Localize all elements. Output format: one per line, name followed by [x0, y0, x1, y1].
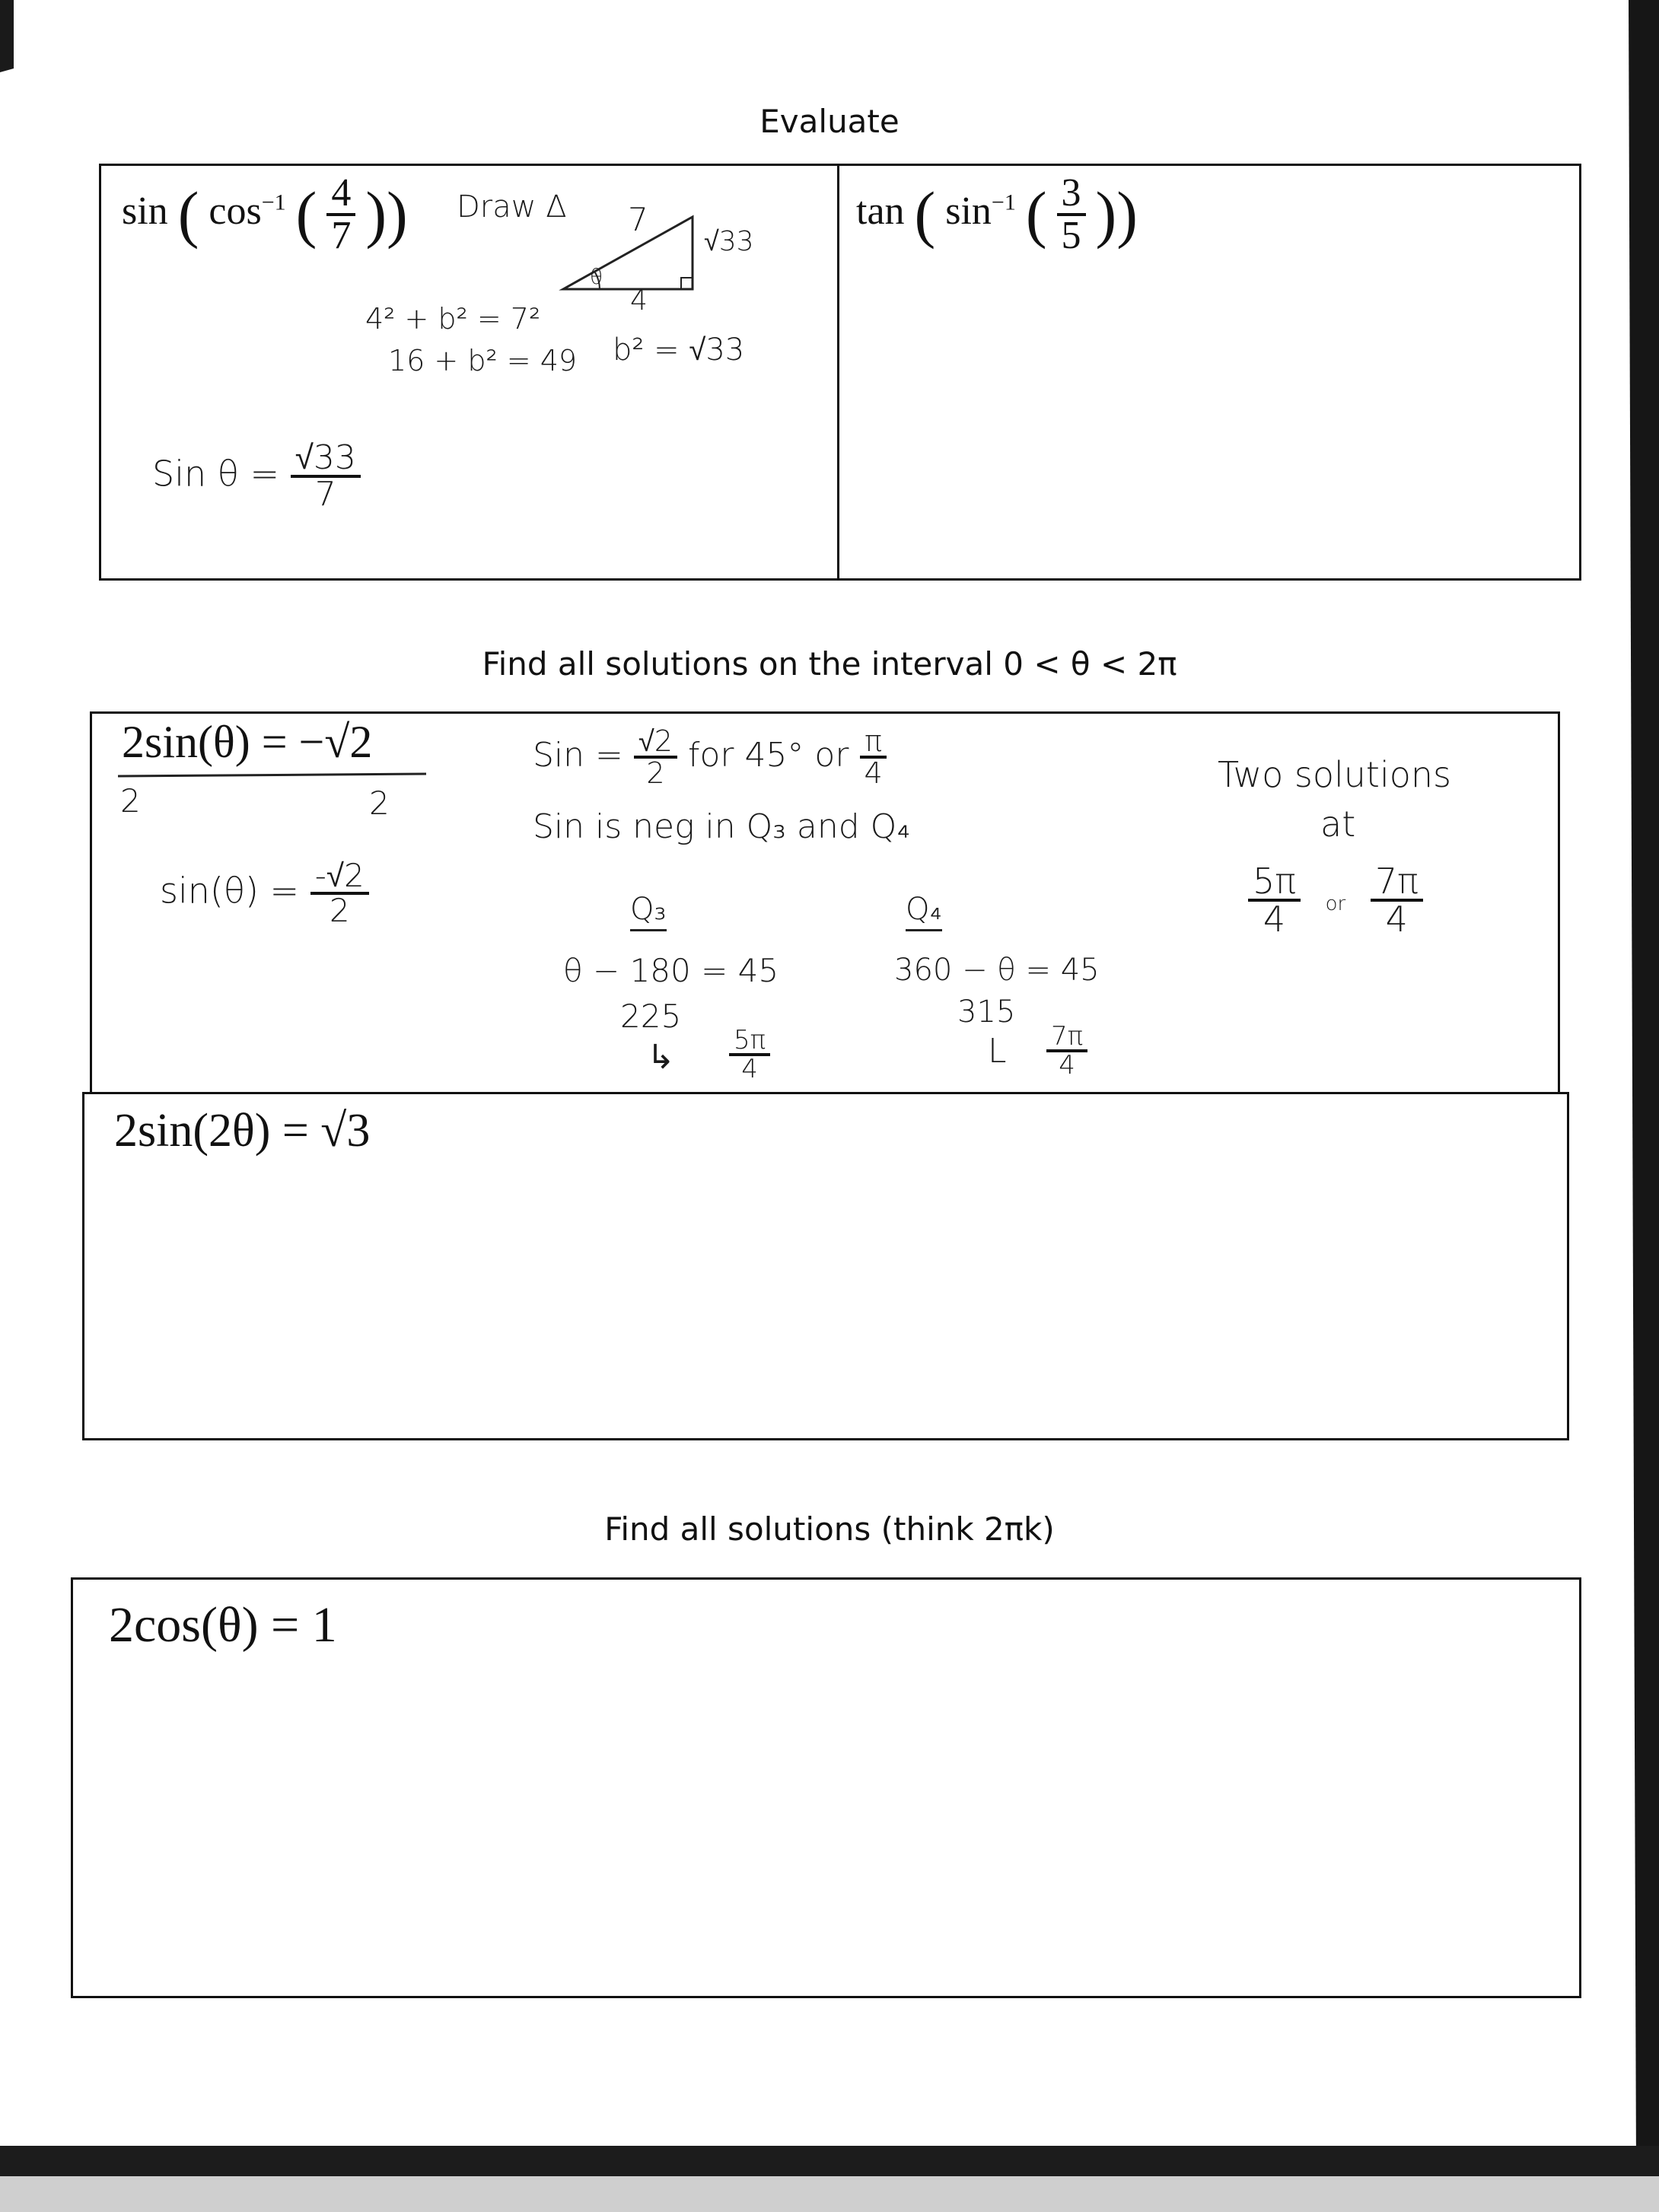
q3-arrow: ↳	[647, 1038, 675, 1077]
q4-equation: 360 − θ = 45	[894, 953, 1100, 988]
interval-problem-2-expression: 2sin(2θ) = √3	[114, 1105, 371, 1157]
solutions-summary-answers: $\frac{5\pi}{4}$ or $\frac{7\pi}{4}$	[1248, 864, 1423, 937]
q3-label: Q₃	[630, 894, 667, 931]
pythagorean-step-1: 4² + b² = 7²	[365, 302, 541, 336]
triangle-adjacent-label: 4	[630, 285, 648, 317]
evaluate-divider	[837, 164, 839, 581]
triangle-opposite-label: √33	[704, 226, 754, 257]
pythagorean-step-3: b² = √33	[613, 333, 745, 368]
divide-by-2-strike: 2	[120, 782, 141, 820]
general-problem-1-expression: 2cos(θ) = 1	[109, 1597, 337, 1653]
evaluate-problem-1-answer: Sin θ = $\frac{√33}{7}$	[152, 441, 361, 511]
solutions-summary-line-2: at	[1320, 804, 1356, 845]
pythagorean-step-2: 16 + b² = 49	[388, 344, 578, 377]
evaluate-problem-2-expression: tan ( $\sin^{-1}$ ( $\frac{3}{5}$ ))	[856, 171, 1138, 257]
section-evaluate-heading: Evaluate	[759, 103, 900, 140]
q3-equation: θ − 180 = 45	[563, 952, 779, 989]
q3-radian-answer: $\frac{5\pi}{4}$	[729, 1027, 770, 1082]
reference-angle-line: Sin = $\frac{√2}{2}$ for 45° or $\frac{\pi}{4}$	[533, 727, 887, 788]
evaluate-problem-1-expression: sin ( $\cos^{-1}$ ( $\frac{4}{7}$ ))	[122, 171, 408, 257]
section-general-heading: Find all solutions (think 2πk)	[604, 1510, 1055, 1548]
q4-radian-answer: $\frac{7\pi}{4}$	[1046, 1023, 1087, 1078]
q4-result: 315	[957, 995, 1016, 1030]
section-interval-heading: Find all solutions on the interval 0 < θ < 2π	[482, 645, 1177, 683]
draw-triangle-note: Draw Δ	[457, 189, 567, 224]
solutions-summary-line-1: Two solutions	[1218, 754, 1451, 795]
interval-problem-1-expression: 2sin(θ) = −√2	[122, 717, 373, 767]
q4-label: Q₄	[906, 894, 942, 931]
divide-rhs-denominator: 2	[369, 785, 390, 822]
q4-arrow: L	[988, 1032, 1007, 1071]
quadrant-note: Sin is neg in Q₃ and Q₄	[533, 807, 910, 846]
interval-problem-1-step: sin(θ) = $\frac{-√2}{2}$	[160, 860, 369, 927]
q3-result: 225	[620, 998, 682, 1035]
triangle-hypotenuse-label: 7	[628, 201, 648, 238]
triangle-angle-label: θ	[590, 264, 603, 289]
